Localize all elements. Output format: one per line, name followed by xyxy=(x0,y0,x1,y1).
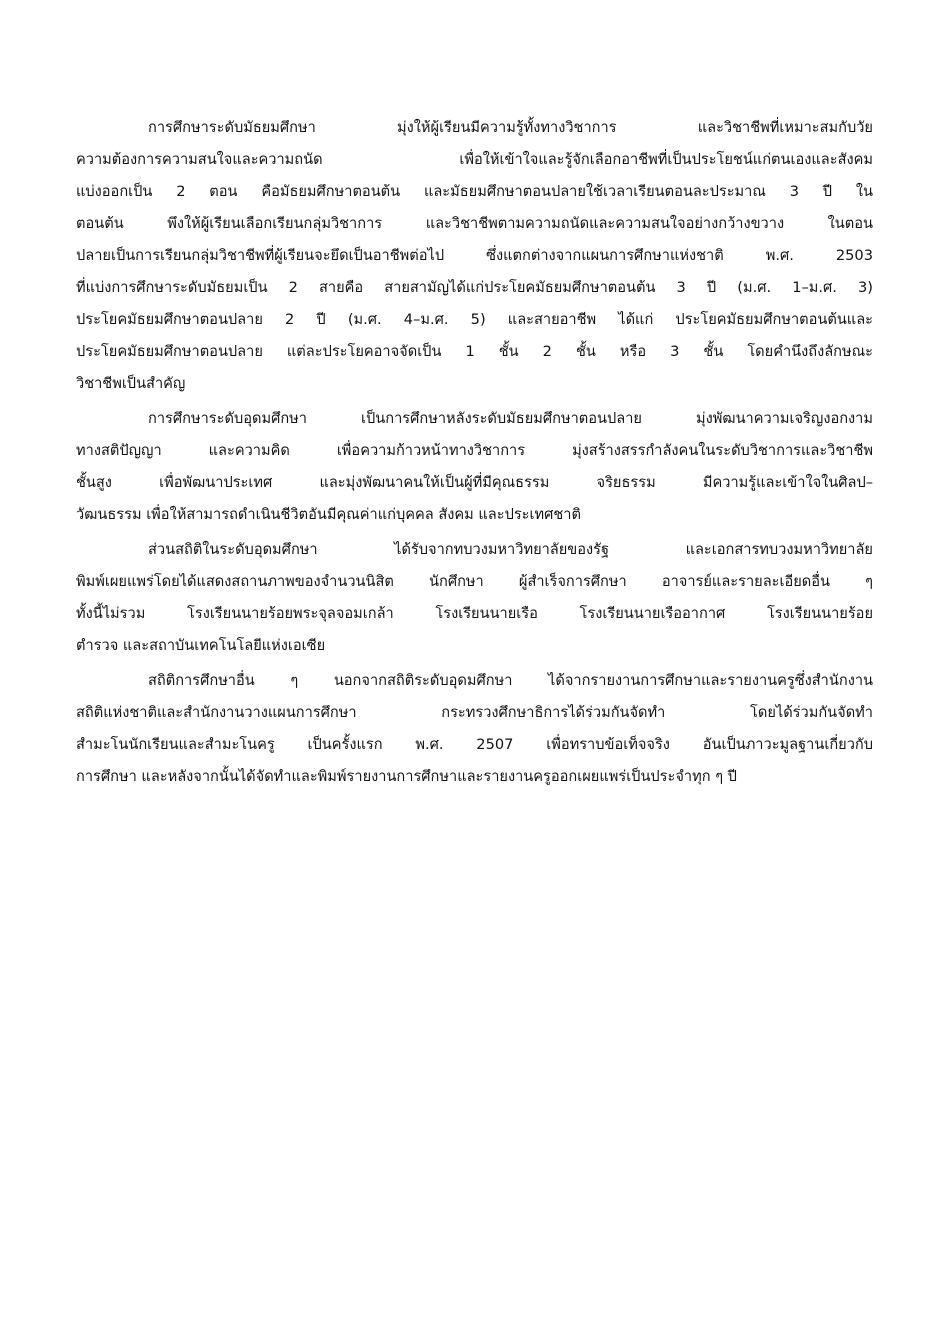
text-line: แบ่งออกเป็น 2 ตอน คือมัธยมศึกษาตอนต้น และมัธยมศึกษาตอนปลายใช้เวลาเรียนตอนละประมาณ 3 ปี ใน xyxy=(76,183,873,200)
text-line: ส่วนสถิติในระดับอุดมศึกษา ได้รับจากทบวงมหาวิทยาลัยของรัฐ และเอกสารทบวงมหาวิทยาลัย xyxy=(148,541,873,558)
text-line: การศึกษา และหลังจากนั้นได้จัดทำและพิมพ์รายงานการศึกษาและรายงานครูออกเผยแพร่เป็นประจำทุก ๆ ปี xyxy=(76,768,737,785)
document-body xyxy=(76,112,873,796)
text-line: สถิติการศึกษาอื่น ๆ นอกจากสถิติระดับอุดมศึกษา ได้จากรายงานการศึกษาและรายงานครูซึ่งสำนักงาน xyxy=(148,672,873,689)
text-line: ปลายเป็นการเรียนกลุ่มวิชาชีพที่ผู้เรียนจะยึดเป็นอาชีพต่อไป ซึ่งแตกต่างจากแผนการศึกษาแห่งชาติ พ.ศ. 2503 xyxy=(76,247,873,264)
text-line: ความต้องการความสนใจและความถนัด เพื่อให้เข้าใจและรู้จักเลือกอาชีพที่เป็นประโยชน์แก่ตนเองและสังคม xyxy=(76,151,873,168)
text-line: ตำรวจ และสถาบันเทคโนโลยีแห่งเอเซีย xyxy=(76,637,326,654)
text-line: สำมะโนนักเรียนและสำมะโนครู เป็นครั้งแรก พ.ศ. 2507 เพื่อทราบข้อเท็จจริง อันเป็นภาวะมูลฐานเกี่ยวกับ xyxy=(76,736,873,753)
text-line: การศึกษาระดับอุดมศึกษา เป็นการศึกษาหลังระดับมัธยมศึกษาตอนปลาย มุ่งพัฒนาความเจริญงอกงาม xyxy=(148,410,873,427)
text-line: สถิติแห่งชาติและสำนักงานวางแผนการศึกษา กระทรวงศึกษาธิการได้ร่วมกันจัดทำ โดยได้ร่วมกันจัดทำ xyxy=(76,704,873,721)
text-line: ตอนต้น พึงให้ผู้เรียนเลือกเรียนกลุ่มวิชาการ และวิชาชีพตามความถนัดและความสนใจอย่างกว้างขวาง ในตอน xyxy=(76,215,873,232)
text-line: ชั้นสูง เพื่อพัฒนาประเทศ และมุ่งพัฒนาคนให้เป็นผู้ที่มีคุณธรรม จริยธรรม มีความรู้และเข้าใจในศิลป– xyxy=(76,474,873,491)
paragraph-other-statistics xyxy=(76,665,873,793)
text-line: ทางสติปัญญา และความคิด เพื่อความก้าวหน้าทางวิชาการ มุ่งสร้างสรรกำลังคนในระดับวิชาการและวิชาชีพ xyxy=(76,442,873,459)
paragraph-higher-education xyxy=(76,403,873,531)
text-line: วิชาชีพเป็นสำคัญ xyxy=(76,375,186,392)
text-line: ที่แบ่งการศึกษาระดับมัธยมเป็น 2 สายคือ สายสามัญได้แก่ประโยคมัธยมศึกษาตอนต้น 3 ปี (ม.ศ. 1–ม.ศ. 3) xyxy=(76,279,873,296)
paragraph-higher-education-statistics xyxy=(76,534,873,662)
text-line: ประโยคมัธยมศึกษาตอนปลาย แต่ละประโยคอาจจัดเป็น 1 ชั้น 2 ชั้น หรือ 3 ชั้น โดยคำนึงถึงลักษณะ xyxy=(76,343,873,360)
text-line: ประโยคมัธยมศึกษาตอนปลาย 2 ปี (ม.ศ. 4–ม.ศ. 5) และสายอาชีพ ได้แก่ ประโยคมัธยมศึกษาตอนต้นและ xyxy=(76,311,873,328)
text-line: พิมพ์เผยแพร่โดยได้แสดงสถานภาพของจำนวนนิสิต นักศึกษา ผู้สำเร็จการศึกษา อาจารย์และรายละเอียดอื่น ๆ xyxy=(76,573,873,590)
text-line: ทั้งนี้ไม่รวม โรงเรียนนายร้อยพระจุลจอมเกล้า โรงเรียนนายเรือ โรงเรียนนายเรืออากาศ โรงเรียนนายร้อย xyxy=(76,605,873,622)
text-line: การศึกษาระดับมัธยมศึกษา มุ่งให้ผู้เรียนมีความรู้ทั้งทางวิชาการ และวิชาชีพที่เหมาะสมกับวัย xyxy=(148,119,873,136)
text-line: วัฒนธรรม เพื่อให้สามารถดำเนินชีวิตอันมีคุณค่าแก่บุคคล สังคม และประเทศชาติ xyxy=(76,506,581,523)
paragraph-secondary-education xyxy=(76,112,873,400)
